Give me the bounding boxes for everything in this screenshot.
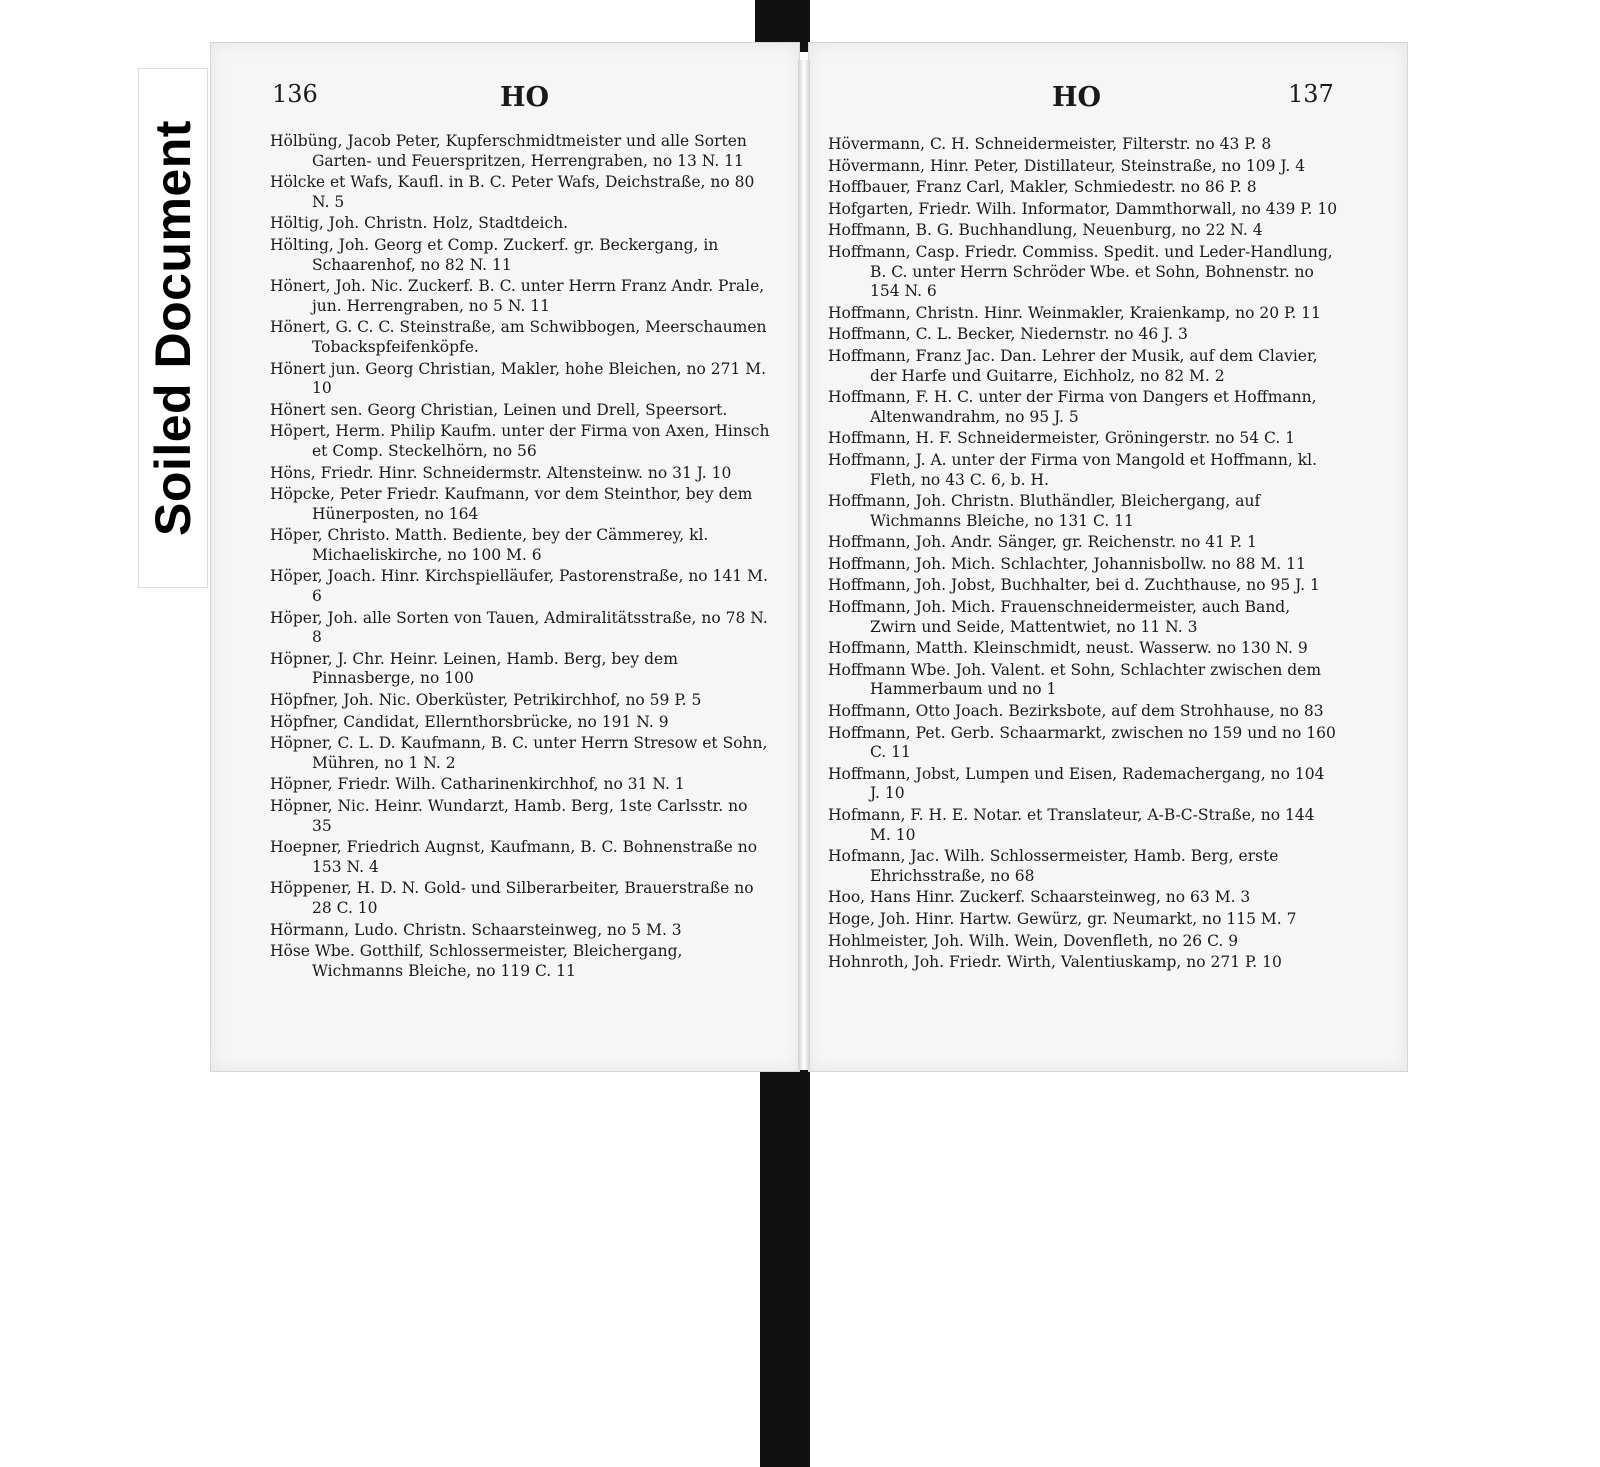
directory-entry: Höpner, J. Chr. Heinr. Leinen, Hamb. Berg, bey dem Pinnasberge, no 100 bbox=[270, 649, 678, 688]
directory-entry: Hoffmann, Joh. Jobst, Buchhalter, bei d. Zuchthause, no 95 J. 1 bbox=[828, 576, 1320, 595]
directory-entry: Höpner, C. L. D. Kaufmann, B. C. unter Herrn Stresow et Sohn, Mühren, no 1 N. 2 bbox=[270, 734, 768, 772]
spine-bottom bbox=[760, 1065, 810, 1467]
right-entry-list bbox=[828, 135, 1338, 975]
directory-entry: Hölting, Joh. Georg et Comp. Zuckerf. gr. Beckergang, in Schaarenhof, no 82 N. 11 bbox=[270, 235, 719, 274]
directory-entry: Höpner, Nic. Heinr. Wundarzt, Hamb. Berg, 1ste Carlsstr. no 35 bbox=[270, 797, 748, 835]
directory-entry: Hoo, Hans Hinr. Zuckerf. Schaarsteinweg, no 63 M. 3 bbox=[828, 888, 1251, 907]
right-page-header: HO bbox=[1052, 82, 1102, 113]
directory-entry: Höpfner, Candidat, Ellernthorsbrücke, no 191 N. 9 bbox=[270, 712, 669, 731]
directory-entry: Hoffmann, F. H. C. unter der Firma von Dangers et Hoffmann, Altenwandrahm, no 95 J. 5 bbox=[828, 388, 1317, 426]
right-page-number: 137 bbox=[1288, 80, 1334, 108]
directory-entry: Hövermann, C. H. Schneidermeister, Filterstr. no 43 P. 8 bbox=[828, 135, 1272, 153]
directory-entry: Hofgarten, Friedr. Wilh. Informator, Dammthorwall, no 439 P. 10 bbox=[828, 199, 1338, 218]
directory-entry: Hoffmann Wbe. Joh. Valent. et Sohn, Schlachter zwischen dem Hammerbaum und no 1 bbox=[828, 660, 1322, 699]
left-page-number: 136 bbox=[272, 80, 318, 108]
directory-entry: Höper, Joh. alle Sorten von Tauen, Admiralitätsstraße, no 78 N. 8 bbox=[270, 608, 768, 647]
directory-entry: Hoffmann, Otto Joach. Bezirksbote, auf dem Strohhause, no 83 bbox=[828, 702, 1324, 721]
directory-entry: Hoffmann, Matth. Kleinschmidt, neust. Wasserw. no 130 N. 9 bbox=[828, 639, 1308, 658]
directory-entry: Höpcke, Peter Friedr. Kaufmann, vor dem Steinthor, bey dem Hünerposten, no 164 bbox=[270, 485, 753, 523]
directory-entry: Hoffmann, Casp. Friedr. Commiss. Spedit. und Leder-Handlung, B. C. unter Herrn Schröder Wbe. et Sohn, Bohnenstr. no 154 N. 6 bbox=[828, 242, 1333, 301]
directory-entry: Höppener, H. D. N. Gold- und Silberarbeiter, Brauerstraße no 28 C. 10 bbox=[270, 879, 754, 917]
directory-entry: Hoffmann, Jobst, Lumpen und Eisen, Rademachergang, no 104 J. 10 bbox=[828, 764, 1325, 803]
directory-entry: Hölbüng, Jacob Peter, Kupferschmidtmeister und alle Sorten Garten- und Feuerspritzen, Herrengraben, no 13 N. 11 bbox=[270, 132, 747, 170]
directory-entry: Hövermann, Hinr. Peter, Distillateur, Steinstraße, no 109 J. 4 bbox=[828, 156, 1306, 175]
directory-entry: Hoffbauer, Franz Carl, Makler, Schmiedestr. no 86 P. 8 bbox=[828, 178, 1257, 197]
directory-entry: Höltig, Joh. Christn. Holz, Stadtdeich. bbox=[270, 214, 569, 233]
directory-entry: Hoge, Joh. Hinr. Hartw. Gewürz, gr. Neumarkt, no 115 M. 7 bbox=[828, 909, 1297, 928]
directory-entry: Hohnroth, Joh. Friedr. Wirth, Valentiuskamp, no 271 P. 10 bbox=[828, 953, 1282, 972]
directory-entry: Höpner, Friedr. Wilh. Catharinenkirchhof, no 31 N. 1 bbox=[270, 775, 685, 794]
directory-entry: Hoffmann, C. L. Becker, Niedernstr. no 46 J. 3 bbox=[828, 325, 1188, 344]
directory-entry: Hoffmann, B. G. Buchhandlung, Neuenburg, no 22 N. 4 bbox=[828, 221, 1263, 240]
directory-entry: Höpert, Herm. Philip Kaufm. unter der Firma von Axen, Hinsch et Comp. Steckelhörn, no 56 bbox=[270, 422, 770, 460]
stamp-label: Soiled Document bbox=[145, 120, 201, 536]
directory-entry: Hoffmann, Joh. Andr. Sänger, gr. Reichenstr. no 41 P. 1 bbox=[828, 533, 1257, 552]
directory-entry: Hoffmann, Joh. Mich. Frauenschneidermeister, auch Band, Zwirn und Seide, Mattentwiet, no 11 N. 3 bbox=[828, 598, 1291, 636]
directory-entry: Höns, Friedr. Hinr. Schneidermstr. Altensteinw. no 31 J. 10 bbox=[270, 463, 732, 482]
directory-entry: Hönert jun. Georg Christian, Makler, hohe Bleichen, no 271 M. 10 bbox=[270, 359, 767, 398]
directory-entry: Hönert sen. Georg Christian, Leinen und Drell, Speersort. bbox=[270, 400, 728, 419]
left-entry-list bbox=[270, 132, 770, 983]
directory-entry: Hoffmann, H. F. Schneidermeister, Gröningerstr. no 54 C. 1 bbox=[828, 429, 1296, 448]
directory-entry: Höse Wbe. Gotthilf, Schlossermeister, Bleichergang, Wichmanns Bleiche, no 119 C. 11 bbox=[270, 942, 683, 980]
directory-entry: Hoffmann, Franz Jac. Dan. Lehrer der Musik, auf dem Clavier, der Harfe und Guitarre, Eichholz, no 82 M. 2 bbox=[828, 346, 1318, 385]
directory-entry: Hoffmann, Joh. Christn. Bluthändler, Bleichergang, auf Wichmanns Bleiche, no 131 C. 11 bbox=[828, 492, 1261, 530]
directory-entry: Höper, Christo. Matth. Bediente, bey der Cämmerey, kl. Michaeliskirche, no 100 M. 6 bbox=[270, 526, 709, 564]
directory-entry: Hohlmeister, Joh. Wilh. Wein, Dovenfleth, no 26 C. 9 bbox=[828, 931, 1239, 950]
book-gutter bbox=[798, 60, 810, 1070]
directory-entry: Hölcke et Wafs, Kaufl. in B. C. Peter Wafs, Deichstraße, no 80 N. 5 bbox=[270, 173, 755, 211]
directory-entry: Hoffmann, Christn. Hinr. Weinmakler, Kraienkamp, no 20 P. 11 bbox=[828, 303, 1321, 322]
soiled-document-stamp bbox=[138, 68, 208, 588]
directory-entry: Hofmann, F. H. E. Notar. et Translateur, A-B-C-Straße, no 144 M. 10 bbox=[828, 806, 1315, 844]
directory-entry: Hoffmann, J. A. unter der Firma von Mangold et Hoffmann, kl. Fleth, no 43 C. 6, b. H. bbox=[828, 450, 1318, 489]
directory-entry: Hörmann, Ludo. Christn. Schaarsteinweg, no 5 M. 3 bbox=[270, 920, 682, 939]
directory-entry: Höpfner, Joh. Nic. Oberküster, Petrikirchhof, no 59 P. 5 bbox=[270, 691, 702, 710]
directory-entry: Hoffmann, Joh. Mich. Schlachter, Johannisbollw. no 88 M. 11 bbox=[828, 554, 1306, 573]
directory-entry: Hönert, Joh. Nic. Zuckerf. B. C. unter Herrn Franz Andr. Prale, jun. Herrengraben, no 5 N. 11 bbox=[270, 277, 765, 315]
directory-entry: Hoepner, Friedrich Augnst, Kaufmann, B. C. Bohnenstraße no 153 N. 4 bbox=[270, 838, 758, 876]
directory-entry: Höper, Joach. Hinr. Kirchspielläufer, Pastorenstraße, no 141 M. 6 bbox=[270, 567, 768, 606]
left-page-header: HO bbox=[500, 82, 550, 113]
directory-entry: Hofmann, Jac. Wilh. Schlossermeister, Hamb. Berg, erste Ehrichsstraße, no 68 bbox=[828, 847, 1279, 885]
directory-entry: Hoffmann, Pet. Gerb. Schaarmarkt, zwischen no 159 und no 160 C. 11 bbox=[828, 723, 1336, 762]
directory-entry: Hönert, G. C. C. Steinstraße, am Schwibbogen, Meerschaumen Tobackspfeifenköpfe. bbox=[270, 318, 767, 356]
